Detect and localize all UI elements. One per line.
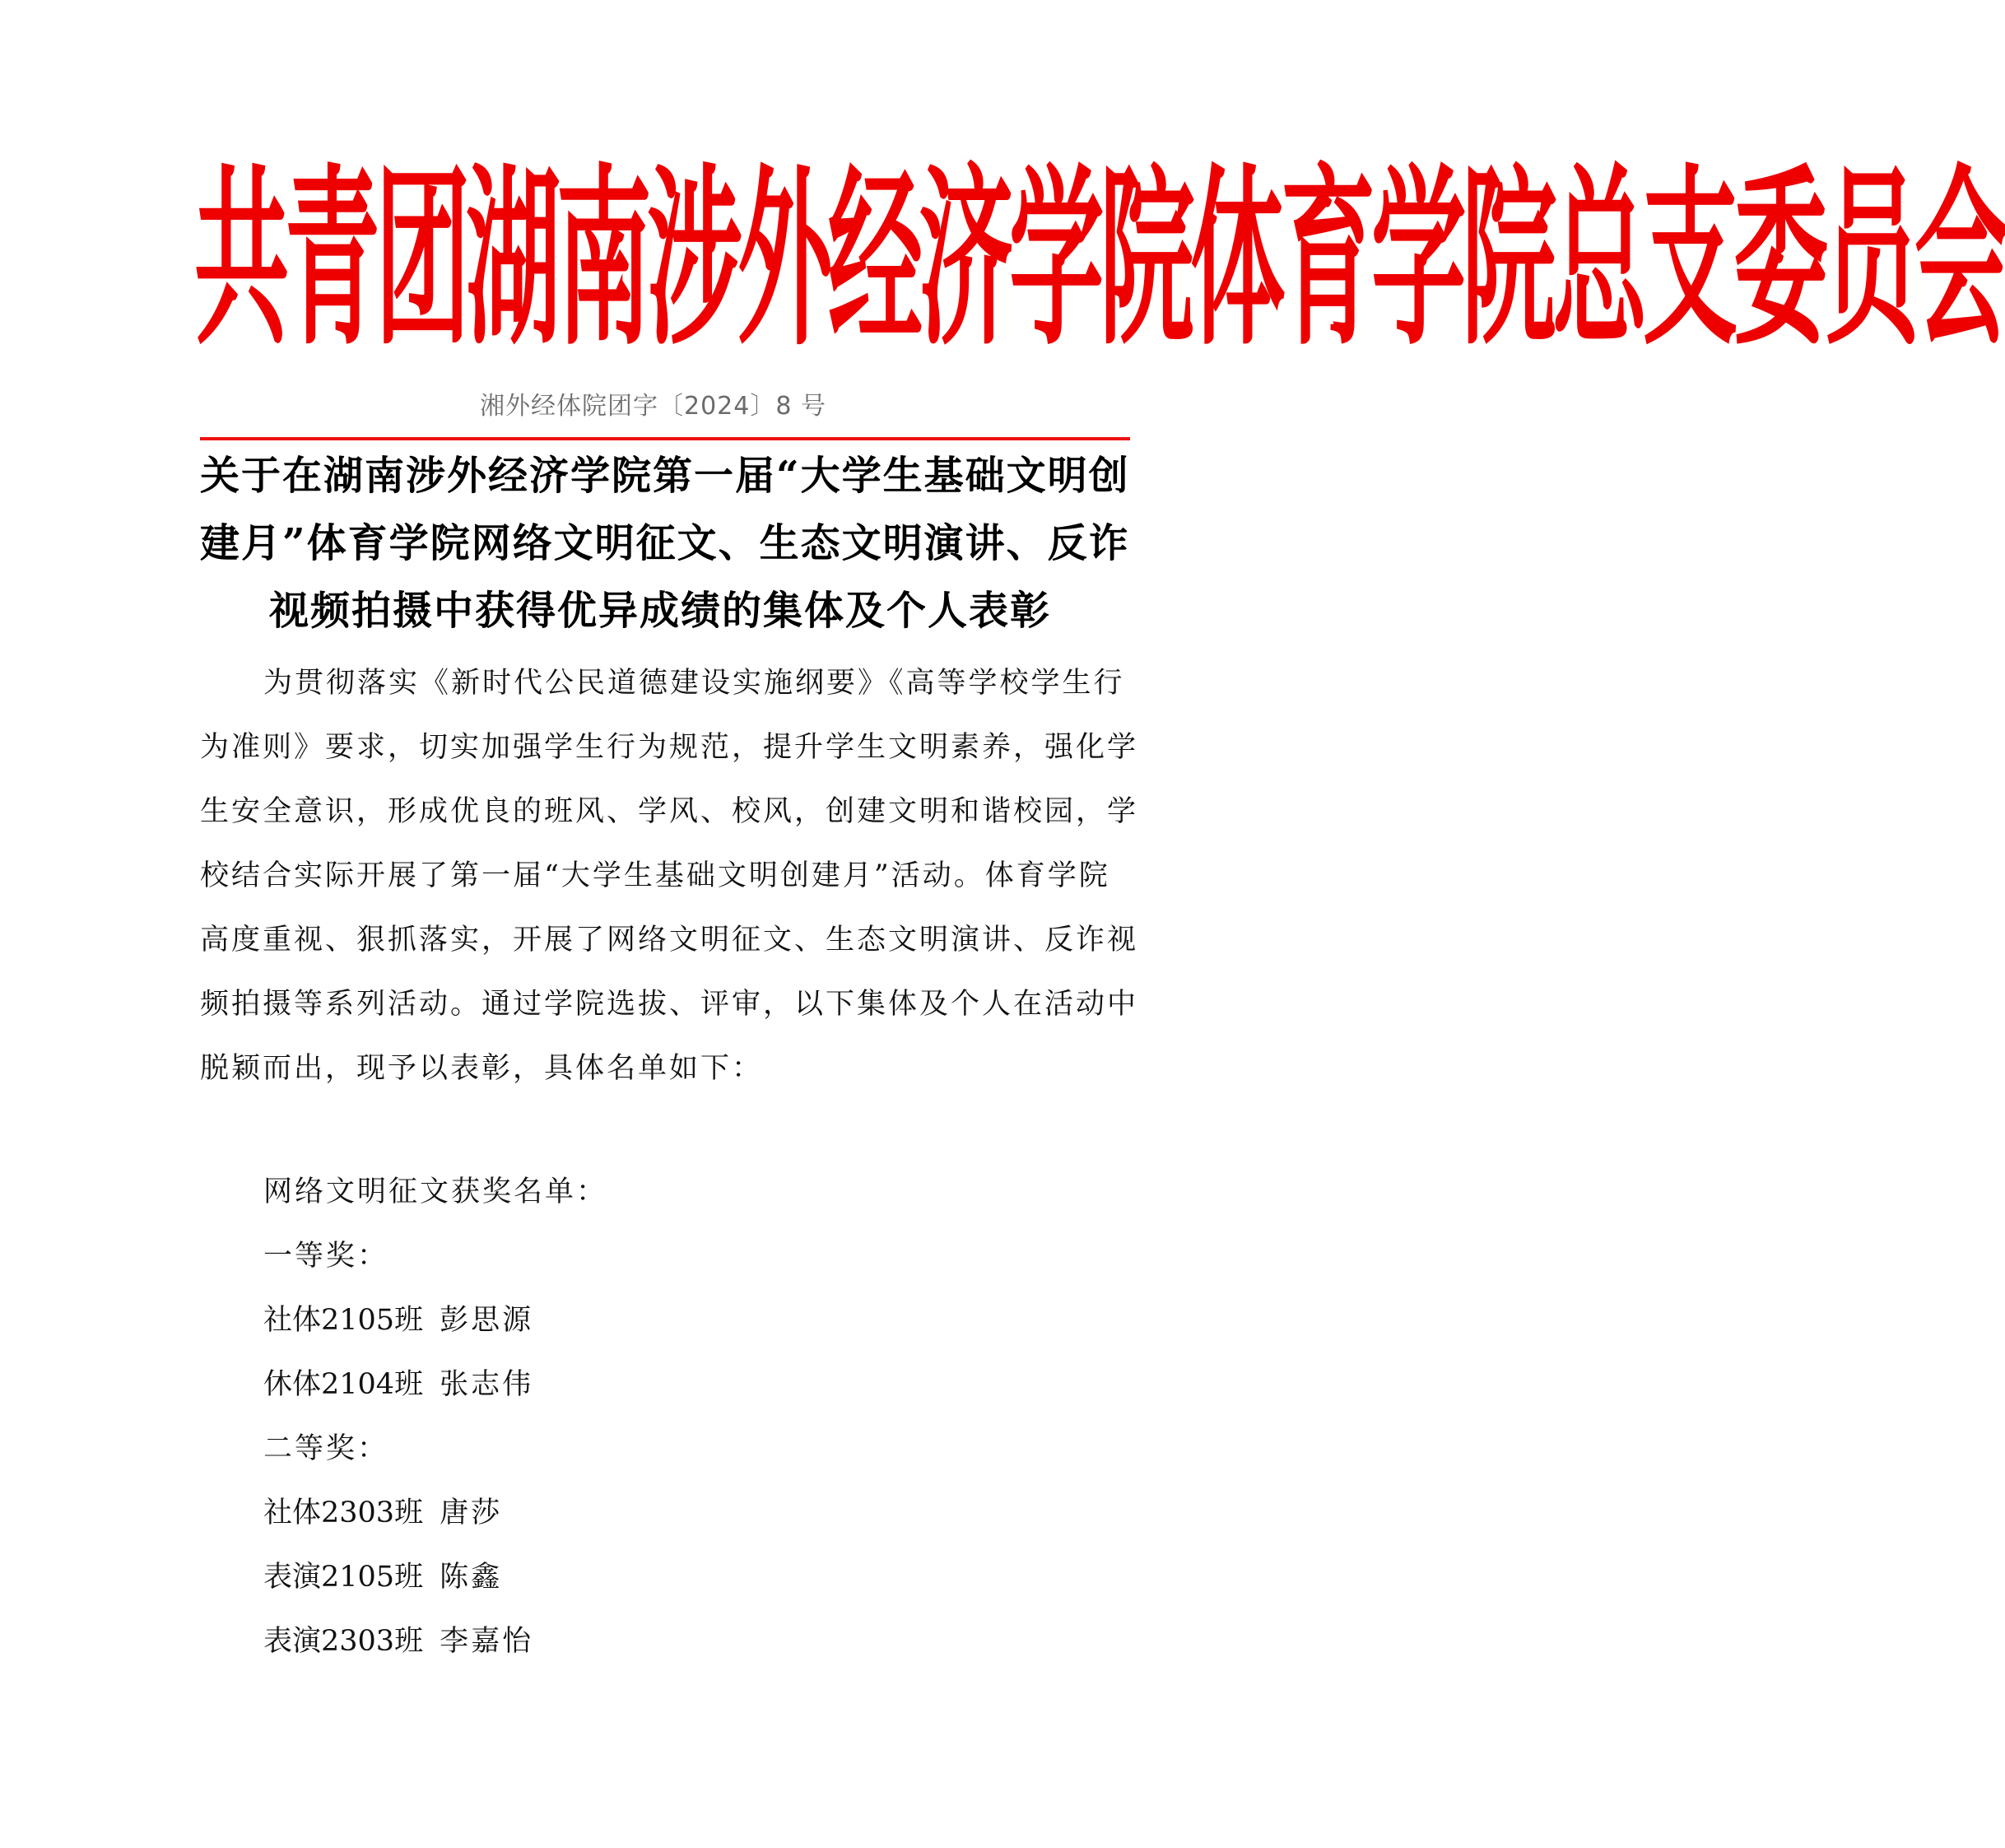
title-line: 视频拍摄中获得优异成绩的集体及个人表彰 (268, 588, 1051, 634)
body-line: 生安全意识，形成优良的班风、学风、校风，创建文明和谐校园，学 (200, 795, 1139, 828)
award-list (263, 1160, 607, 1673)
body-line: 校结合实际开展了第一届“大学生基础文明创建月”活动。体育学院 (200, 859, 1110, 892)
winner-name: 陈鑫 (440, 1561, 503, 1594)
award-section-title: 网络文明征文获奖名单： (263, 1175, 608, 1208)
winner-class: 休体2104班 (263, 1368, 424, 1401)
winner-name: 张志伟 (440, 1368, 534, 1401)
winner-row (263, 1609, 607, 1673)
title-line: 建月”体育学院网络文明征文、生态文明演讲、反诈 (200, 520, 1130, 566)
winner-row (263, 1288, 607, 1352)
winner-row (263, 1481, 607, 1545)
winner-name: 唐莎 (440, 1497, 503, 1529)
award-level: 二等奖： (263, 1432, 389, 1465)
title-line: 关于在湖南涉外经济学院第一届“大学生基础文明创 (200, 453, 1130, 499)
body-line: 高度重视、狠抓落实，开展了网络文明征文、生态文明演讲、反诈视 (200, 924, 1139, 957)
organization-header (194, 145, 2005, 371)
body-line: 脱颖而出，现予以表彰，具体名单如下： (200, 1052, 764, 1085)
body-line: 频拍摄等系列活动。通过学院选拔、评审，以下集体及个人在活动中 (200, 988, 1139, 1021)
winner-row (263, 1352, 607, 1417)
document-title (200, 442, 1130, 645)
organization-name: 共青团湖南涉外经济学院体育学院总支委员会 (194, 145, 2005, 371)
red-header-rule (200, 437, 1130, 440)
winner-class: 社体2303班 (263, 1497, 424, 1529)
winner-class: 表演2105班 (263, 1561, 424, 1594)
award-level: 一等奖： (263, 1240, 389, 1273)
body-paragraph (200, 651, 1139, 1101)
winner-name: 李嘉怡 (440, 1625, 534, 1658)
winner-class: 社体2105班 (263, 1304, 424, 1337)
winner-row (263, 1545, 607, 1609)
body-line: 为准则》要求，切实加强学生行为规范，提升学生文明素养，强化学 (200, 731, 1139, 764)
winner-name: 彭思源 (440, 1304, 534, 1337)
document-number: 湘外经体院团字〔2024〕8 号 (480, 392, 826, 421)
winner-class: 表演2303班 (263, 1625, 424, 1658)
body-line: 为贯彻落实《新时代公民道德建设实施纲要》《高等学校学生行 (263, 667, 1125, 700)
